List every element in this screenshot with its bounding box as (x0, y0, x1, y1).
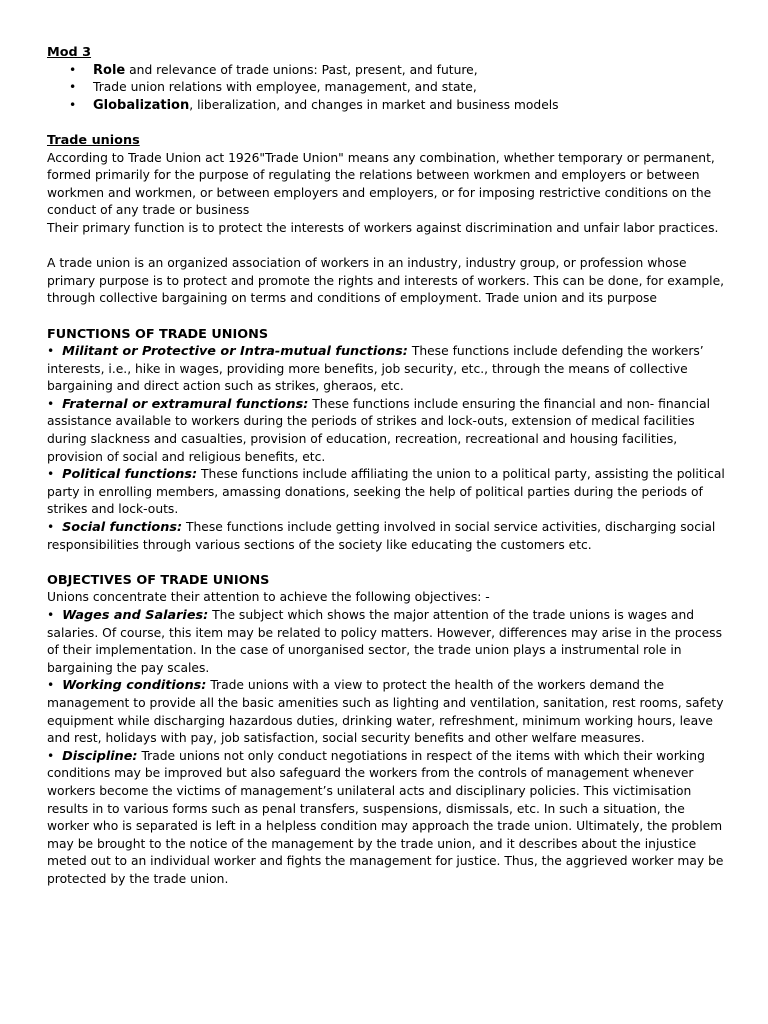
objective-item: • Wages and Salaries: The subject which shows the major attention of the trade unions is wages and salaries. Of course, this item may be related to policy matters. However, differences may arise in the process of their implementation. In the case of unorganised sector, the trade union plays a instrumental role in bargaining the pay scales. (47, 608, 722, 675)
function-item: • Social functions: These functions include getting involved in social service activities, discharging social responsibilities through various sections of the society like educating the customers etc. (47, 520, 716, 552)
bullet-icon: • (47, 344, 55, 359)
function-item: • Militant or Protective or Intra-mutual functions: These functions include defending the workers’ interests, i.e., hike in wages, providing more benefits, job security, etc., through the means of collective bargaining and direct action such as strikes, gheraos, etc. (47, 344, 704, 394)
topic-bold: Globalization (93, 97, 190, 113)
bullet-icon: • (47, 396, 55, 411)
organized-association-paragraph: A trade union is an organized association of workers in an industry, industry group, or profession whose primary purpose is to protect and promote the rights and interests of workers. This can be done, for example, through collective bargaining on terms and conditions of employment. Trade union and its purpose (47, 256, 725, 306)
trade-unions-heading: Trade unions (47, 132, 140, 148)
primary-function-paragraph: Their primary function is to protect the interests of workers against discrimination and unfair labor practices. (47, 220, 719, 235)
document-page (47, 44, 727, 889)
bullet-icon: • (47, 608, 55, 622)
function-item: • Fraternal or extramural functions: These functions include ensuring the financial and non- financial assistance available to workers during the periods of strikes and lock-outs, extension of medical facilities during slackness and casualties, provision of education, recreation, recreational and housing facilities, provision of social and religious benefits, etc. (47, 396, 711, 464)
topic-text: and relevance of trade unions: Past, present, and future, (125, 62, 478, 77)
objective-item: • Working conditions: Trade unions with a view to protect the health of the workers demand the management to provide all the basic amenities such as lighting and ventilation, sanitation, rest rooms, safety equipment while discharging hazardous duties, drinking water, refreshment, minimum working hours, leave and rest, holidays with pay, job satisfaction, social security benefits and other welfare measures. (47, 678, 724, 746)
bullet-icon: • (47, 520, 55, 535)
module-title: Mod 3 (47, 45, 92, 60)
topic-text: Trade union relations with employee, management, and state, (93, 80, 477, 95)
topic-item (47, 62, 727, 80)
bullet-icon: • (47, 748, 55, 763)
bullet-icon: • (47, 678, 55, 693)
topic-item (47, 79, 727, 97)
bullet-icon: • (69, 80, 77, 95)
bullet-icon: • (47, 467, 55, 482)
objective-item: • Discipline: Trade unions not only conduct negotiations in respect of the items with which their working conditions may be improved but also safeguard the workers from the controls of management whenever workers become the victims of management’s unilateral acts and disciplinary policies. This victimisation results in to various forms such as penal transfers, suspensions, dismissals, etc. In such a situation, the worker who is separated is left in a helpless condition may approach the trade union. Ultimately, the problem may be brought to the notice of the management by the trade union, and it describes about the injustice meted out to an individual worker and fights the management for justice. Thus, the aggrieved worker may be protected by the trade union. (47, 748, 724, 886)
objectives-heading: OBJECTIVES OF TRADE UNIONS (47, 572, 270, 588)
definition-paragraph: According to Trade Union act 1926"Trade Union" means any combination, whether temporary or permanent, formed primarily for the purpose of regulating the relations between workmen and employers or between workmen and workmen, or between employers and employers, or for imposing restrictive conditions on the conduct of any trade or business (47, 150, 715, 218)
topic-text: , liberalization, and changes in market and business models (189, 97, 559, 112)
bullet-icon: • (69, 62, 77, 77)
function-item: • Political functions: These functions include affiliating the union to a political party, assisting the political party in enrolling members, amassing donations, seeking the help of political parties during the periods of strikes and lock-outs. (47, 467, 725, 517)
topic-bold: Role (93, 62, 126, 78)
bullet-icon: • (69, 97, 77, 112)
objectives-intro: Unions concentrate their attention to achieve the following objectives: - (47, 590, 490, 605)
topic-item (47, 97, 727, 115)
module-topics (47, 62, 727, 115)
functions-heading: FUNCTIONS OF TRADE UNIONS (47, 326, 269, 342)
